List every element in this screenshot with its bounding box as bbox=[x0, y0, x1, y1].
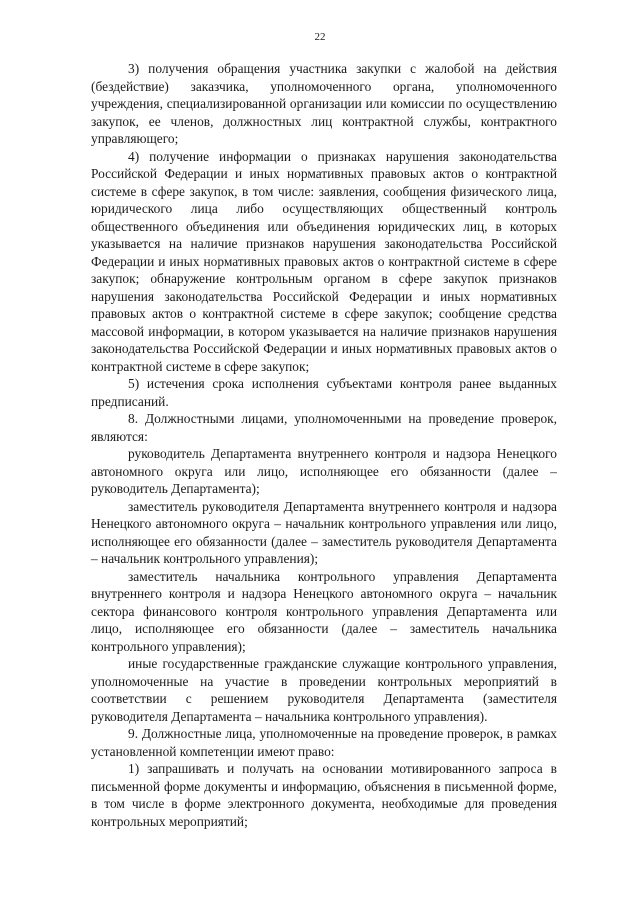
page-number: 22 bbox=[314, 31, 326, 43]
document-body bbox=[91, 60, 557, 830]
paragraph-official-other: иные государственные гражданские служащие контрольного управления, уполномоченные на участие в проведении контрольных мероприятий в соответствии с решением руководителя Департамента (заместителя руководителя Департамента – начальника контрольного управления). bbox=[91, 656, 557, 724]
paragraph-official-deputy-chief: заместитель начальника контрольного управления Департамента внутреннего контроля и надзора Ненецкого автономного округа – начальник сектора финансового контроля контрольного управления Департамента или лицо, исполняющее его обязанности (далее – заместитель начальника контрольного управления); bbox=[91, 568, 557, 654]
paragraph-item-4: 4) получение информации о признаках нарушения законодательства Российской Федерации и иных нормативных правовых актов о контрактной системе в сфере закупок, в том числе: заявления, сообщения физического лица, юридического лица либо осуществляющих общественный контроль общественного объединения или объединения юридических лиц, в которых указывается на наличие признаков нарушения законодательства Российской Федерации и иных нормативных правовых актов о контрактной системе в сфере закупок; обнаружение контрольным органом в сфере закупок признаков нарушения законодательства Российской Федерации и иных нормативных правовых актов о контрактной системе в сфере закупок; сообщение средства массовой информации, в котором указывается на наличие признаков нарушения законодательства Российской Федерации и иных нормативных правовых актов о контрактной системе в сфере закупок; bbox=[91, 148, 557, 374]
paragraph-official-head: руководитель Департамента внутреннего контроля и надзора Ненецкого автономного округа или лицо, исполняющее его обязанности (далее – руководитель Департамента); bbox=[91, 446, 557, 496]
paragraph-item-3: 3) получения обращения участника закупки с жалобой на действия (бездействие) заказчика, уполномоченного органа, уполномоченного учреждения, специализированной организации или комиссии по осуществлению закупок, ее членов, должностных лиц контрактной службы, контрактного управляющего; bbox=[91, 61, 557, 146]
paragraph-section-8: 8. Должностными лицами, уполномоченными на проведение проверок, являются: bbox=[91, 411, 557, 444]
paragraph-official-deputy-head: заместитель руководителя Департамента внутреннего контроля и надзора Ненецкого автономного округа – начальник контрольного управления или лицо, исполняющее его обязанности (далее – заместитель руководителя Департамента – начальник контрольного управления); bbox=[91, 498, 557, 566]
paragraph-section-9: 9. Должностные лица, уполномоченные на проведение проверок, в рамках установленной компетенции имеют право: bbox=[91, 726, 557, 759]
paragraph-right-1: 1) запрашивать и получать на основании мотивированного запроса в письменной форме документы и информацию, объяснения в письменной форме, в том числе в форме электронного документа, необходимые для проведения контрольных мероприятий; bbox=[91, 761, 557, 829]
paragraph-item-5: 5) истечения срока исполнения субъектами контроля ранее выданных предписаний. bbox=[91, 376, 557, 409]
